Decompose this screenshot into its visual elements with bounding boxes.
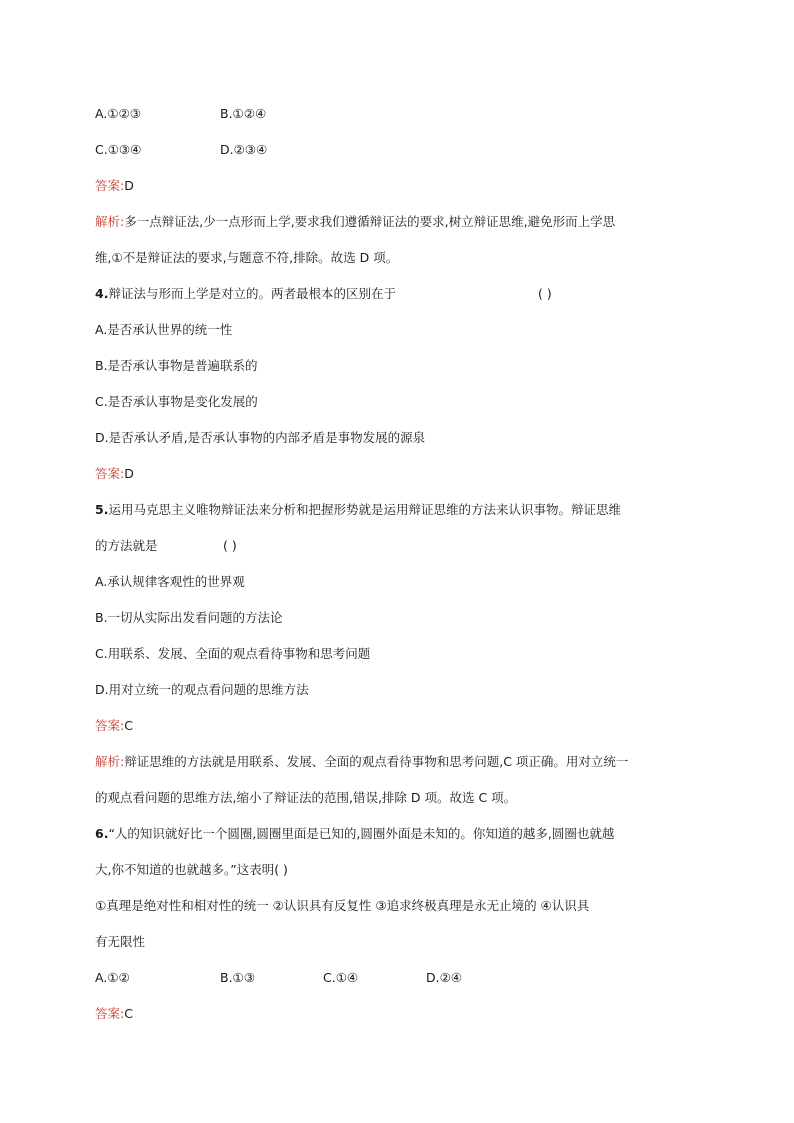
option-row: [95, 141, 268, 159]
q5-answer-line: [95, 717, 133, 735]
question-text: “人的知识就好比一个圆圈,圆圈里面是已知的,圆圈外面是未知的。你知道的越多,圆圈也就越: [108, 826, 615, 841]
q5-option-c: C.用联系、发展、全面的观点看待事物和思考问题: [95, 646, 371, 661]
question-6-stem-line-2: 大,你不知道的也就越多。”这表明( ): [95, 862, 288, 877]
question-number: 5.: [95, 502, 109, 517]
analysis-text: 辩证思维的方法就是用联系、发展、全面的观点看待事物和思考问题,C 项正确。用对立统一: [124, 754, 629, 769]
answer-line: [95, 177, 134, 195]
question-text: 的方法就是: [95, 538, 158, 553]
analysis-label: 解析:: [95, 754, 125, 769]
q6-statements-line-2: 有无限性: [95, 934, 146, 949]
q6-options: [95, 969, 463, 987]
q6-statements: ①真理是绝对性和相对性的统一 ②认识具有反复性 ③追求终极真理是永无止境的 ④认识具: [95, 898, 590, 913]
answer-value: C: [124, 718, 133, 733]
analysis-text: 多一点辩证法,少一点形而上学,要求我们遵循辩证法的要求,树立辩证思维,避免形而上学思: [124, 214, 616, 229]
option-b: B.①③: [220, 970, 255, 985]
answer-value: C: [124, 1006, 133, 1021]
option-d: D.②④: [426, 970, 463, 985]
q5-option-a: A.承认规律客观性的世界观: [95, 574, 245, 589]
answer-value: D: [124, 466, 134, 481]
option-a: A.①②: [95, 970, 130, 985]
q5-analysis-line-2: 的观点看问题的思维方法,缩小了辩证法的范围,错误,排除 D 项。故选 C 项。: [95, 790, 517, 805]
option-row: [95, 105, 267, 123]
option-d: D.②③④: [220, 142, 268, 157]
q4-answer-line: [95, 465, 134, 483]
answer-label: 答案:: [95, 1006, 125, 1021]
answer-label: 答案:: [95, 466, 125, 481]
question-4-stem: [95, 285, 552, 303]
answer-blank: ( ): [223, 538, 237, 553]
question-text: 运用马克思主义唯物辩证法来分析和把握形势就是运用辩证思维的方法来认识事物。辩证思维: [108, 502, 621, 517]
q6-answer-line: [95, 1005, 133, 1023]
option-c: C.①③④: [95, 142, 142, 157]
answer-label: 答案:: [95, 178, 125, 193]
option-b: B.①②④: [220, 106, 267, 121]
question-number: 4.: [95, 286, 109, 301]
analysis-line-2: 维,①不是辩证法的要求,与题意不符,排除。故选 D 项。: [95, 250, 399, 265]
question-6-stem: [95, 825, 614, 843]
q4-option-b: B.是否承认事物是普遍联系的: [95, 358, 258, 373]
q5-option-b: B.一切从实际出发看问题的方法论: [95, 610, 283, 625]
q5-option-d: D.用对立统一的观点看问题的思维方法: [95, 682, 309, 697]
answer-label: 答案:: [95, 718, 125, 733]
q4-option-c: C.是否承认事物是变化发展的: [95, 394, 258, 409]
analysis-label: 解析:: [95, 214, 125, 229]
option-c: C.①④: [323, 970, 359, 985]
answer-value: D: [124, 178, 134, 193]
answer-blank: ( ): [538, 286, 552, 301]
q4-option-a: A.是否承认世界的统一性: [95, 322, 233, 337]
question-5-stem-line-2: [95, 537, 237, 555]
analysis-line: [95, 213, 615, 231]
question-text: 辩证法与形而上学是对立的。两者最根本的区别在于: [108, 286, 396, 301]
option-a: A.①②③: [95, 106, 141, 121]
q5-analysis-line: [95, 753, 628, 771]
question-5-stem: [95, 501, 621, 519]
question-number: 6.: [95, 826, 109, 841]
q4-option-d: D.是否承认矛盾,是否承认事物的内部矛盾是事物发展的源泉: [95, 430, 426, 445]
